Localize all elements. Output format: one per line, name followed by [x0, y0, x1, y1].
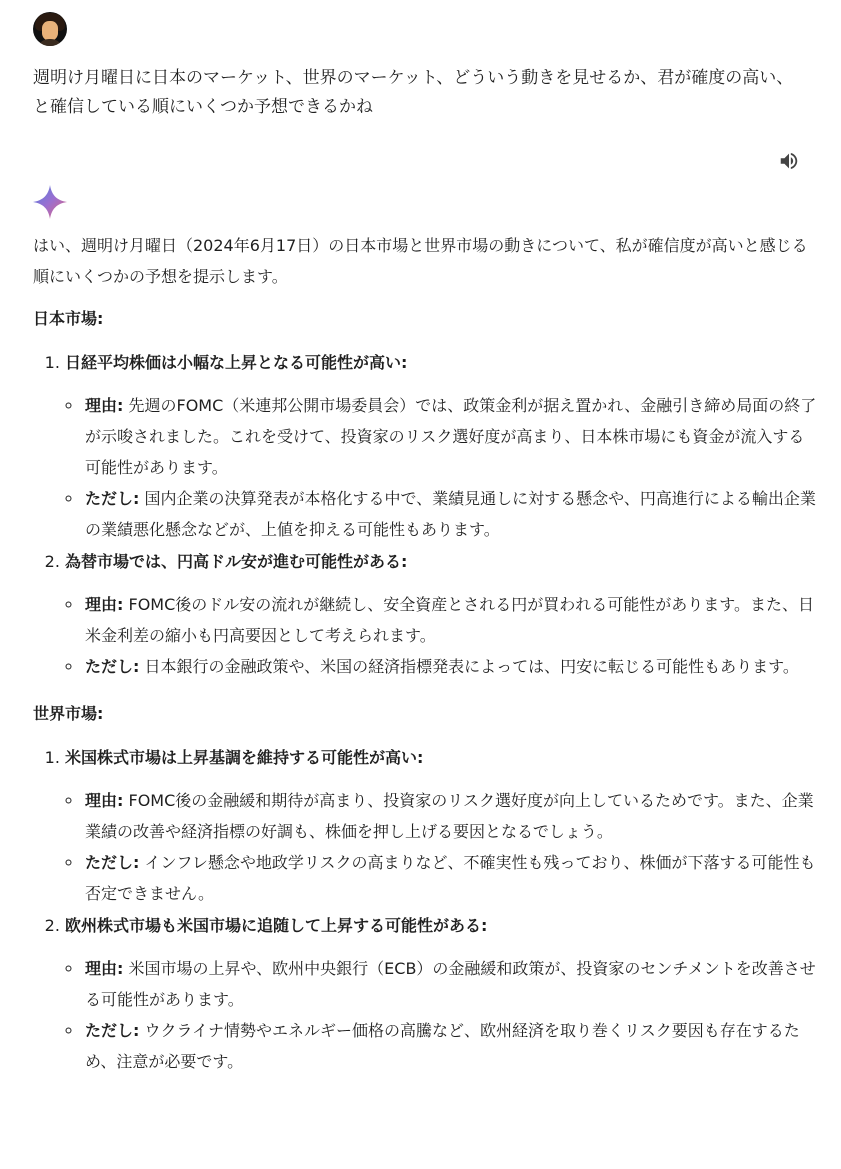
- reason-text: 先週のFOMC（米連邦公開市場委員会）では、政策金利が据え置かれ、金融引き締め局面の終了が示唆されました。これを受けて、投資家のリスク選好度が高まり、日本株市場にも資金が流入する可能性があります。: [85, 396, 817, 477]
- caveat-bullet: [83, 1015, 818, 1077]
- section-heading-japan: 日本市場:: [33, 309, 104, 328]
- caveat-bullet: [83, 483, 818, 545]
- caveat-label: ただし:: [85, 489, 140, 508]
- reason-bullet: [83, 390, 818, 483]
- reason-text: FOMC後のドル安の流れが継続し、安全資産とされる円が買われる可能性があります。また、日米金利差の縮小も円高要因として考えられます。: [85, 595, 814, 645]
- caveat-label: ただし:: [85, 1021, 140, 1040]
- reason-label: 理由:: [85, 959, 124, 978]
- caveat-bullet: [83, 651, 818, 682]
- reason-bullet: [83, 589, 818, 651]
- reason-text: FOMC後の金融緩和期待が高まり、投資家のリスク選好度が向上しているためです。また、企業業績の改善や経済指標の好調も、株価を押し上げる要因となるでしょう。: [85, 791, 814, 841]
- forecast-title: 1. 米国株式市場は上昇基調を維持する可能性が高い:: [65, 748, 424, 767]
- user-message: 週明け月曜日に日本のマーケット、世界のマーケット、どういう動きを見せるか、君が確度の高い、と確信している順にいくつか予想できるかね: [33, 68, 794, 117]
- reason-label: 理由:: [85, 396, 124, 415]
- response-intro: はい、週明け月曜日（2024年6月17日）の日本市場と世界市場の動きについて、私が確信度が高いと感じる順にいくつかの予想を提示します。: [33, 236, 808, 286]
- forecast-details: [65, 953, 818, 1077]
- reason-label: 理由:: [85, 791, 124, 810]
- list-item: [65, 350, 818, 545]
- section-heading-world: 世界市場:: [33, 704, 104, 723]
- japan-forecast-list: [33, 350, 818, 682]
- avatar-shirt: [37, 39, 63, 46]
- caveat-label: ただし:: [85, 853, 140, 872]
- forecast-details: [65, 390, 818, 545]
- forecast-details: [65, 785, 818, 909]
- forecast-title: 2. 為替市場では、円高ドル安が進む可能性がある:: [65, 552, 408, 571]
- caveat-bullet: [83, 847, 818, 909]
- list-item: [65, 913, 818, 1077]
- caveat-text: インフレ懸念や地政学リスクの高まりなど、不確実性も残っており、株価が下落する可能性も否定できません。: [85, 853, 816, 903]
- list-item: [65, 745, 818, 909]
- user-avatar: [33, 12, 67, 46]
- caveat-text: 日本銀行の金融政策や、米国の経済指標発表によっては、円安に転じる可能性もあります。: [139, 657, 799, 676]
- speaker-icon[interactable]: [774, 146, 804, 176]
- avatar-face: [42, 21, 58, 41]
- sparkle-icon: [32, 184, 68, 220]
- list-item: [65, 549, 818, 682]
- world-forecast-list: [33, 745, 818, 1077]
- assistant-response: [33, 230, 818, 1077]
- forecast-title: 2. 欧州株式市場も米国市場に追随して上昇する可能性がある:: [65, 916, 488, 935]
- caveat-text: 国内企業の決算発表が本格化する中で、業績見通しに対する懸念や、円高進行による輸出企業の業績悪化懸念などが、上値を抑える可能性もあります。: [85, 489, 816, 539]
- caveat-label: ただし:: [85, 657, 140, 676]
- reason-bullet: [83, 953, 818, 1015]
- caveat-text: ウクライナ情勢やエネルギー価格の高騰など、欧州経済を取り巻くリスク要因も存在するため、注意が必要です。: [85, 1021, 800, 1071]
- forecast-details: [65, 589, 818, 682]
- reason-bullet: [83, 785, 818, 847]
- reason-text: 米国市場の上昇や、欧州中央銀行（ECB）の金融緩和政策が、投資家のセンチメントを改善させる可能性があります。: [85, 959, 816, 1009]
- reason-label: 理由:: [85, 595, 124, 614]
- forecast-title: 1. 日経平均株価は小幅な上昇となる可能性が高い:: [65, 353, 408, 372]
